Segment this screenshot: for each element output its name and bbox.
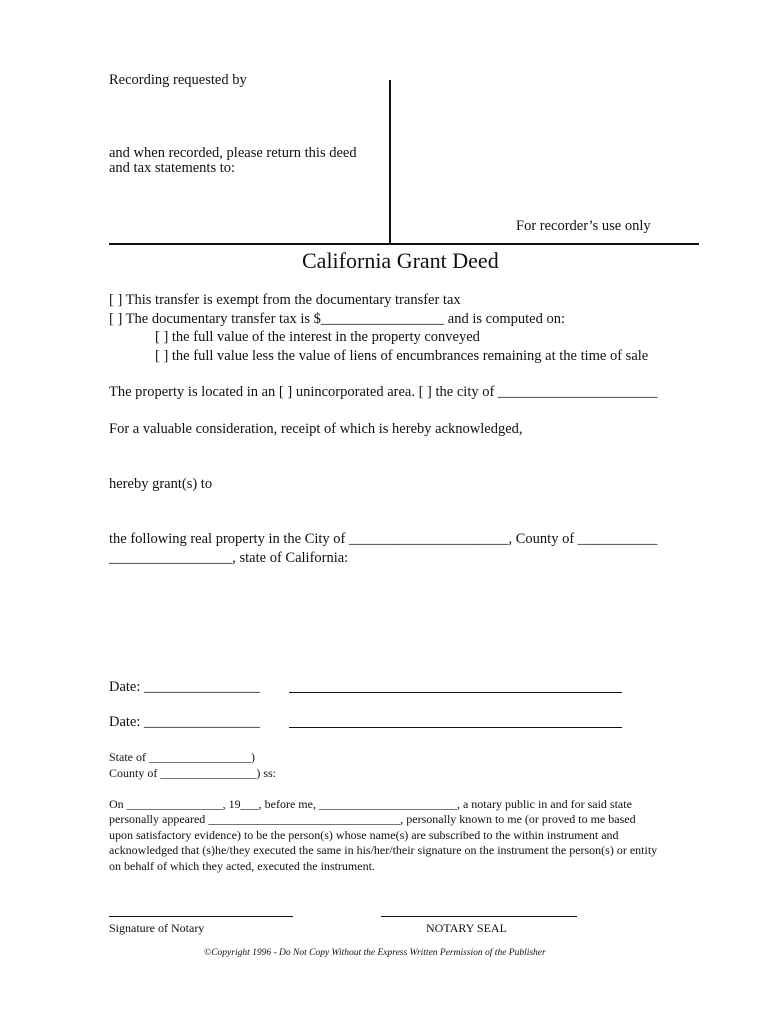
notary-text-line-1: On ________________, 19___, before me, _______________________, a notary public in and for said state bbox=[109, 797, 632, 811]
tax-full-value-line: [ ] the full value of the interest in the property conveyed bbox=[155, 329, 480, 345]
header-horizontal-rule bbox=[109, 243, 699, 245]
notary-seal-label: NOTARY SEAL bbox=[426, 921, 507, 935]
notary-county-line: County of ________________) ss: bbox=[109, 766, 277, 780]
tax-exempt-checkbox-line: [ ] This transfer is exempt from the documentary transfer tax bbox=[109, 292, 461, 308]
tax-less-liens-line: [ ] the full value less the value of liens of encumbrances remaining at the time of sale bbox=[155, 348, 649, 364]
property-city-county-line: the following real property in the City of ______________________, County of ___________ bbox=[109, 531, 658, 547]
notary-seal-line bbox=[381, 916, 577, 917]
grants-to-line: hereby grant(s) to bbox=[109, 476, 213, 492]
header-vertical-divider bbox=[389, 80, 391, 245]
tax-computed-line: [ ] The documentary transfer tax is $_________________ and is computed on: bbox=[109, 311, 565, 327]
property-location-line: The property is located in an [ ] unincorporated area. [ ] the city of ______________________ bbox=[109, 384, 658, 400]
copyright-notice: ©Copyright 1996 - Do Not Copy Without the Express Written Permission of the Publisher bbox=[204, 948, 546, 958]
notary-text-line-4: acknowledged that (s)he/they executed the same in his/her/their signature on the instrument the person(s) or entity bbox=[109, 843, 658, 857]
grantor-signature-line-1 bbox=[289, 692, 622, 693]
notary-text-line-5: on behalf of which they acted, executed the instrument. bbox=[109, 859, 375, 873]
consideration-line: For a valuable consideration, receipt of which is hereby acknowledged, bbox=[109, 421, 523, 437]
date-line-1: Date: ________________ bbox=[109, 679, 261, 695]
notary-signature-line bbox=[109, 916, 293, 917]
property-state-line: _________________, state of California: bbox=[109, 550, 349, 566]
recording-requested-label: Recording requested by bbox=[109, 72, 247, 88]
notary-text-line-2: personally appeared ________________________________, personally known to me (or proved to me based bbox=[109, 812, 636, 826]
notary-text-line-3: upon satisfactory evidence) to be the person(s) whose name(s) are subscribed to the within instrument and bbox=[109, 828, 619, 842]
notary-signature-label: Signature of Notary bbox=[109, 921, 205, 935]
notary-state-line: State of _________________) bbox=[109, 750, 255, 764]
date-line-2: Date: ________________ bbox=[109, 714, 261, 730]
grantor-signature-line-2 bbox=[289, 727, 622, 728]
return-address-label-line2: and tax statements to: bbox=[109, 160, 236, 176]
document-title: California Grant Deed bbox=[302, 248, 499, 273]
recorder-use-label: For recorder’s use only bbox=[516, 218, 651, 234]
return-address-label-line1: and when recorded, please return this deed bbox=[109, 145, 357, 161]
